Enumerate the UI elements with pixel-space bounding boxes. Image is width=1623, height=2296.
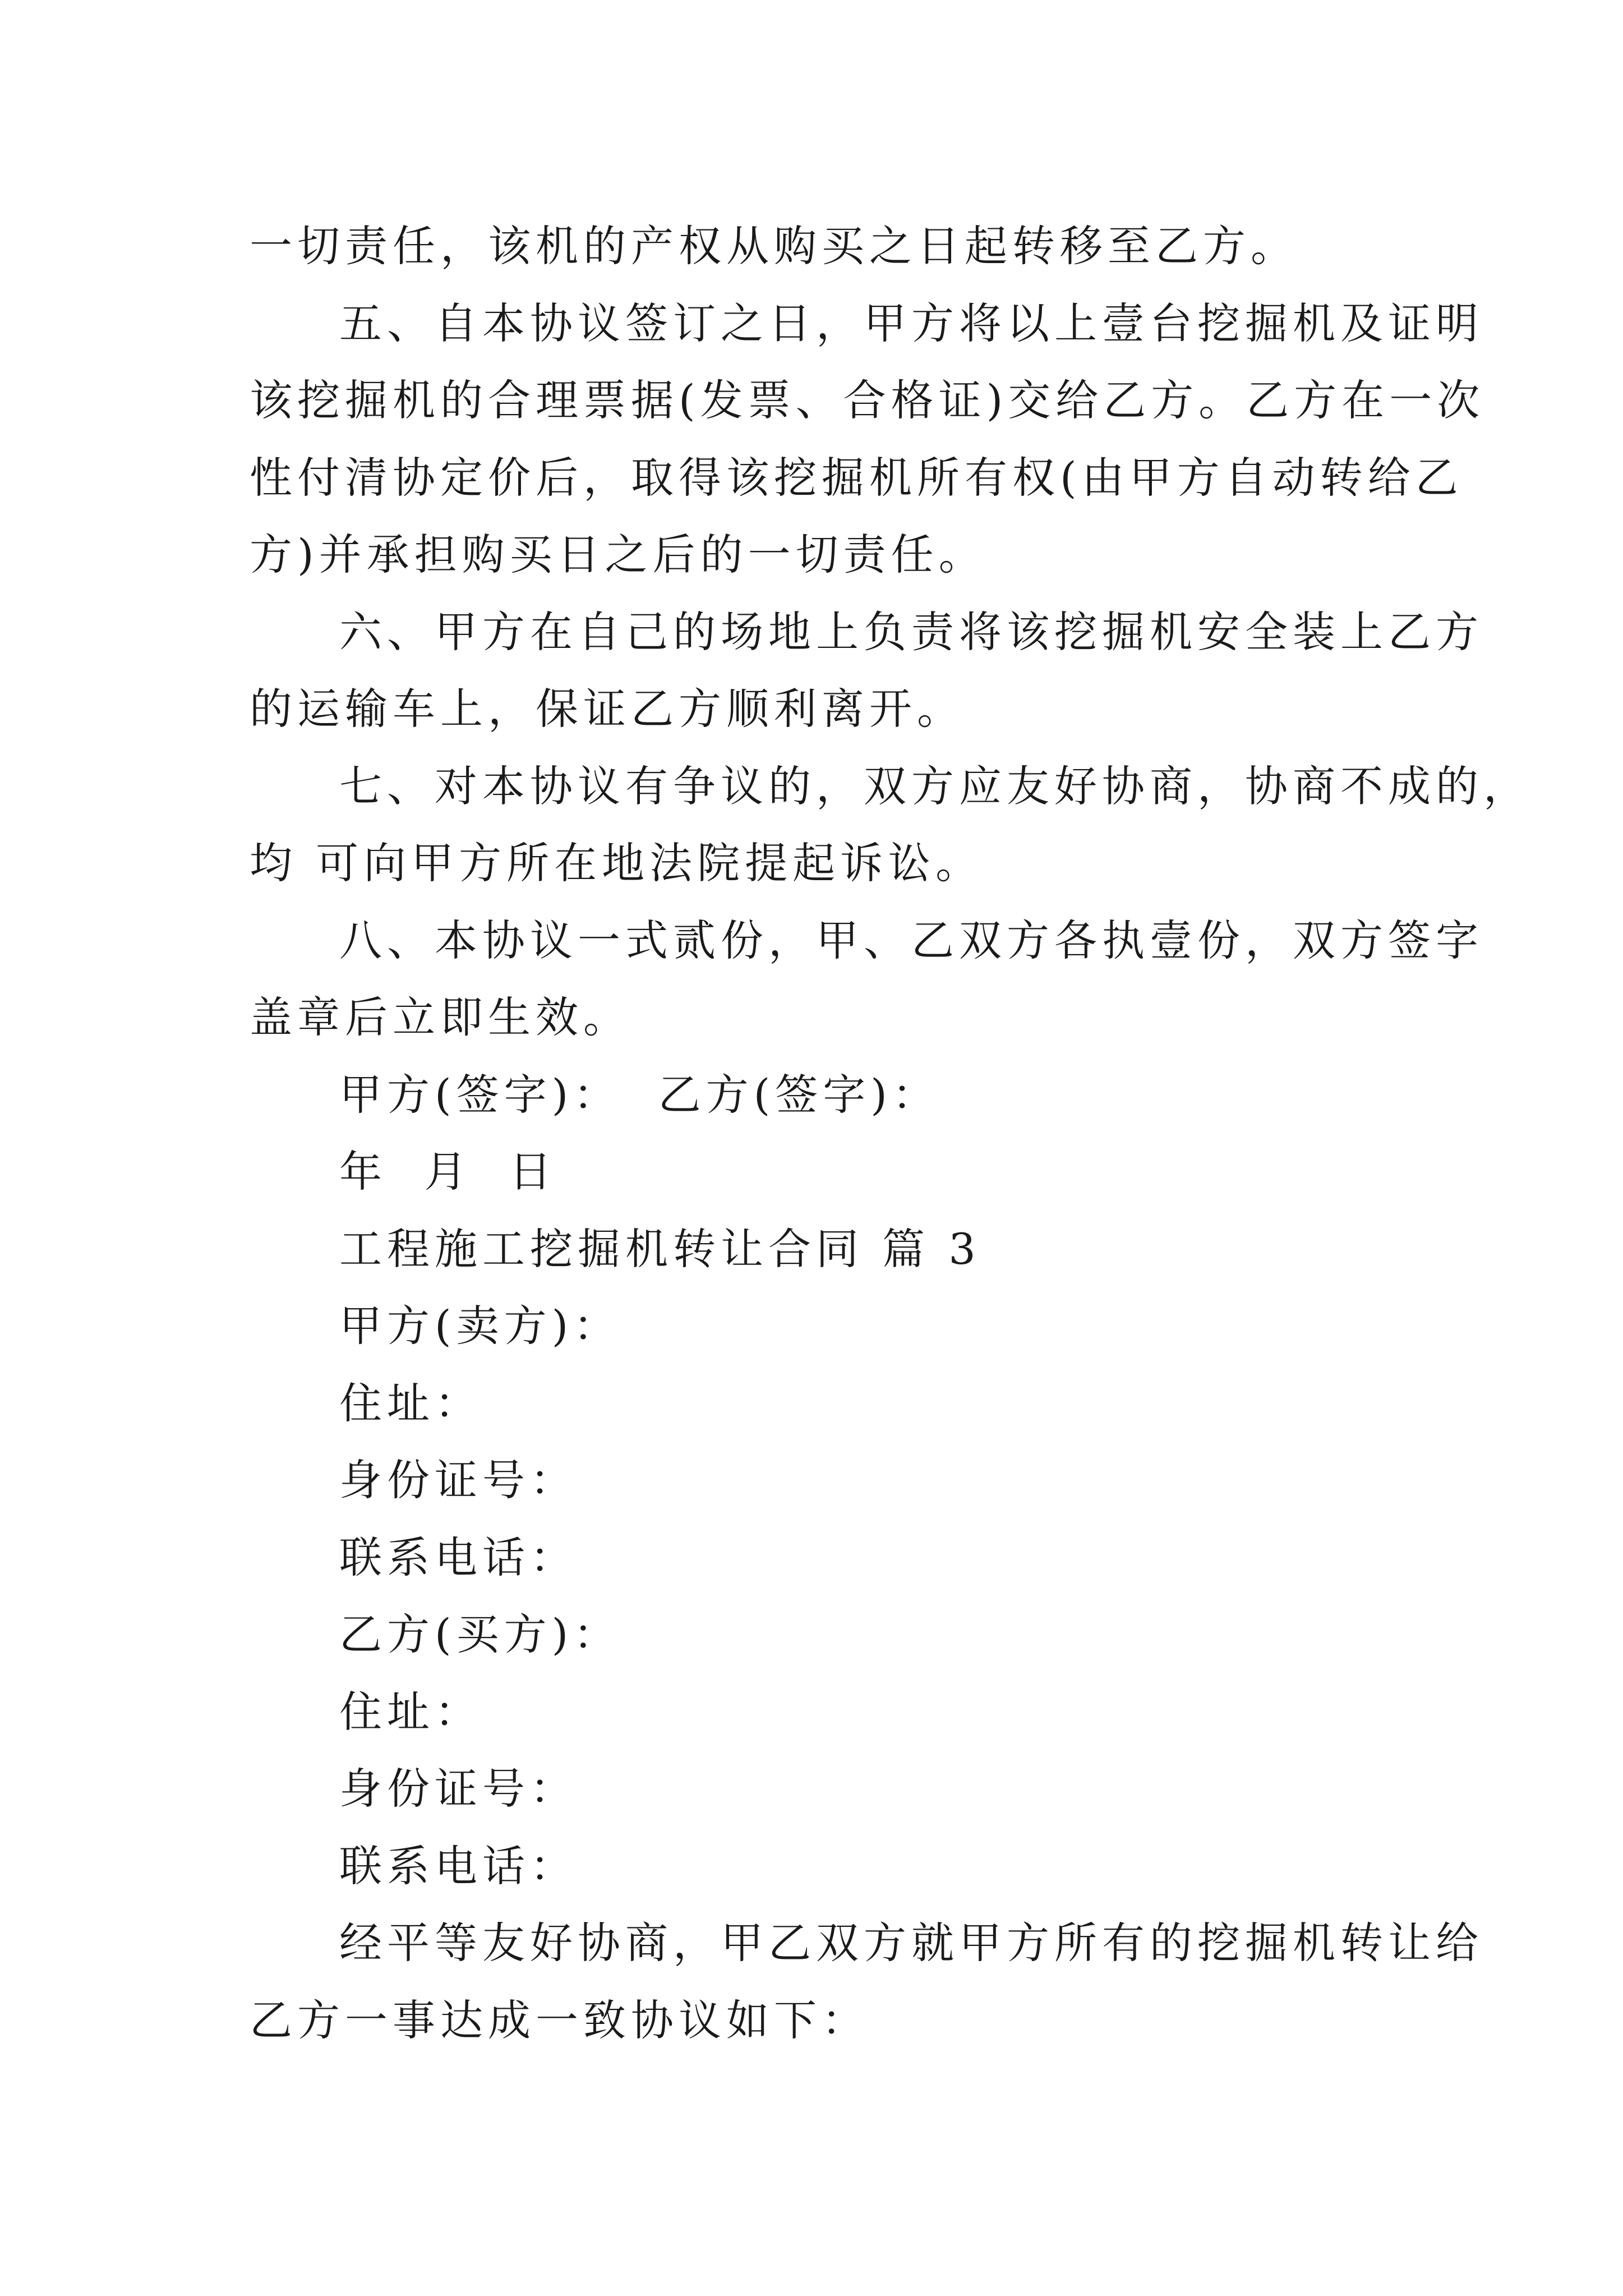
text-line: 均 可向甲方所在地法院提起诉讼。 (250, 838, 984, 888)
date-line: 年 月 日 (339, 1147, 557, 1197)
text-line: 性付清协定价后，取得该挖掘机所有权(由甲方自动转给乙 (250, 452, 1463, 503)
party-a-phone-label: 联系电话： (339, 1532, 578, 1582)
clause-eight-line: 八、本协议一式贰份，甲、乙双方各执壹份，双方签字 (339, 915, 1483, 965)
text-line: 乙方一事达成一致协议如下： (250, 1995, 869, 2045)
text-line: 盖章后立即生效。 (250, 992, 631, 1042)
party-b-address-label: 住址： (339, 1686, 482, 1737)
signature-line: 甲方(签字)： 乙方(签字)： (339, 1069, 940, 1120)
party-b-phone-label: 联系电话： (339, 1841, 578, 1891)
section-heading: 工程施工挖掘机转让合同 篇 3 (339, 1223, 981, 1274)
clause-seven-line: 七、对本协议有争议的，双方应友好协商，协商不成的， (339, 761, 1531, 811)
contract-text (250, 208, 1531, 2059)
clause-five-line: 五、自本协议签订之日，甲方将以上壹台挖掘机及证明 (339, 298, 1483, 348)
party-a-id-label: 身份证号： (339, 1455, 578, 1505)
party-b-label: 乙方(买方)： (339, 1609, 621, 1659)
text-line: 一切责任，该机的产权从购买之日起转移至乙方。 (250, 221, 1298, 271)
party-a-address-label: 住址： (339, 1378, 482, 1428)
party-b-id-label: 身份证号： (339, 1764, 578, 1814)
agreement-intro-line: 经平等友好协商，甲乙双方就甲方所有的挖掘机转让给 (339, 1918, 1483, 1968)
party-a-label: 甲方(卖方)： (339, 1301, 621, 1351)
clause-six-line: 六、甲方在自己的场地上负责将该挖掘机安全装上乙方 (339, 606, 1483, 657)
text-line: 的运输车上，保证乙方顺利离开。 (250, 684, 965, 734)
text-line: 该挖掘机的合理票据(发票、合格证)交给乙方。乙方在一次 (250, 375, 1485, 425)
text-line: 方)并承担购买日之后的一切责任。 (250, 530, 986, 579)
